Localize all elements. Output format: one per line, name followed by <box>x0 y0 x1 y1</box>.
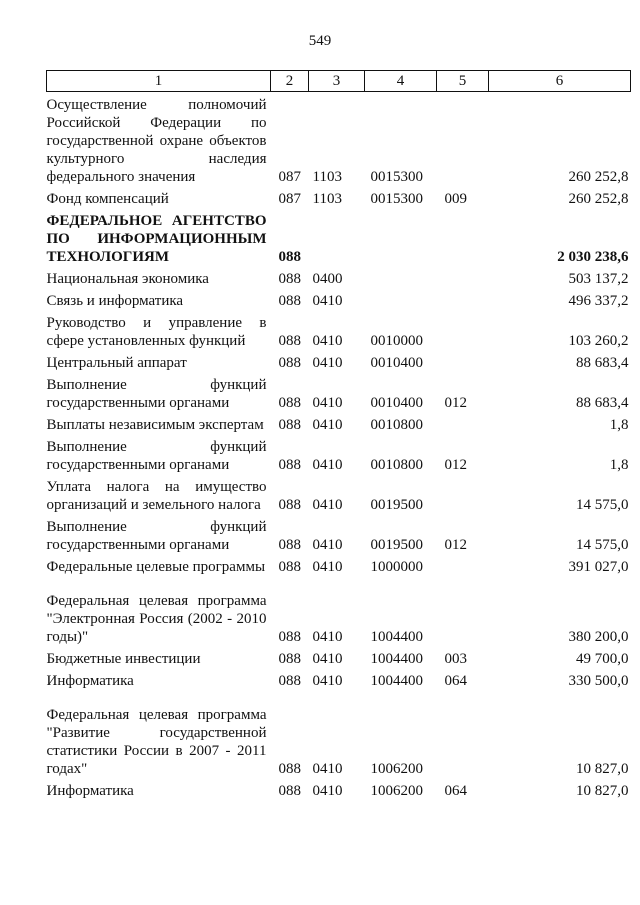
ministry-code: 088 <box>278 559 301 575</box>
target-article-code: 0015300 <box>370 169 423 185</box>
section-code: 0410 <box>312 333 343 349</box>
item-name: Бюджетные инвестиции <box>46 651 201 667</box>
expense-type-code <box>437 412 489 434</box>
table-row <box>47 92 631 187</box>
target-article-code: 0010800 <box>370 457 423 473</box>
table-body <box>47 92 631 801</box>
expense-type-code: 012 <box>444 395 467 411</box>
header-cell-3: 3 <box>309 71 365 92</box>
amount: 10 827,0 <box>576 761 629 777</box>
target-article-code: 0010400 <box>370 355 423 371</box>
expense-type-code <box>437 554 489 576</box>
ministry-code: 088 <box>278 783 301 799</box>
expense-type-code: 064 <box>444 783 467 799</box>
item-name: Выполнение функций государственными органами <box>46 439 267 473</box>
section-code: 0410 <box>312 761 343 777</box>
item-name: Центральный аппарат <box>46 355 187 371</box>
table-header <box>47 71 631 92</box>
table-row <box>47 668 631 690</box>
item-name: Федеральная целевая программа "Электронная Россия (2002 - 2010 годы)" <box>46 593 267 645</box>
table-row <box>47 412 631 434</box>
amount: 88 683,4 <box>576 355 629 371</box>
ministry-code: 088 <box>278 395 301 411</box>
expense-type-code <box>437 350 489 372</box>
item-name: Фонд компенсаций <box>46 191 169 207</box>
amount: 103 260,2 <box>568 333 629 349</box>
table-row <box>47 554 631 576</box>
table-row <box>47 690 631 778</box>
target-article-code <box>365 208 437 266</box>
table-row <box>47 372 631 412</box>
target-article-code: 0010800 <box>370 417 423 433</box>
table-row <box>47 434 631 474</box>
item-name: Национальная экономика <box>46 271 209 287</box>
amount: 330 500,0 <box>568 673 629 689</box>
ministry-code: 088 <box>278 497 301 513</box>
target-article-code: 1004400 <box>370 629 423 645</box>
table-row <box>47 474 631 514</box>
target-article-code: 1006200 <box>370 783 423 799</box>
item-name: Выплаты независимым экспертам <box>46 417 264 433</box>
section-code: 0410 <box>312 417 343 433</box>
ministry-code: 088 <box>278 355 301 371</box>
ministry-code: 088 <box>278 457 301 473</box>
amount: 2 030 238,6 <box>557 249 629 265</box>
amount: 14 575,0 <box>576 497 629 513</box>
item-name: Выполнение функций государственными органами <box>46 519 267 553</box>
section-code: 0410 <box>312 457 343 473</box>
target-article-code <box>365 266 437 288</box>
amount: 14 575,0 <box>576 537 629 553</box>
amount: 49 700,0 <box>576 651 629 667</box>
ministry-code: 088 <box>278 417 301 433</box>
amount: 260 252,8 <box>568 191 629 207</box>
item-name: Информатика <box>46 673 134 689</box>
table-row <box>47 288 631 310</box>
expense-type-code <box>437 310 489 350</box>
expense-type-code <box>437 474 489 514</box>
ministry-code: 088 <box>278 673 301 689</box>
page-number: 549 <box>308 33 332 49</box>
expense-type-code: 009 <box>444 191 467 207</box>
expense-type-code <box>437 690 489 778</box>
section-code: 0410 <box>312 497 343 513</box>
section-code: 0410 <box>312 629 343 645</box>
header-cell-1: 1 <box>47 71 271 92</box>
section-code: 0410 <box>312 559 343 575</box>
item-name: Федеральная целевая программа "Развитие государственной статистики России в 2007 - 2011 годах" <box>46 707 267 777</box>
header-cell-4: 4 <box>365 71 437 92</box>
amount: 380 200,0 <box>568 629 629 645</box>
section-code: 0410 <box>312 293 343 309</box>
amount: 1,8 <box>609 457 629 473</box>
table-row <box>47 350 631 372</box>
ministry-code: 088 <box>278 761 301 777</box>
amount: 496 337,2 <box>568 293 629 309</box>
section-code <box>309 208 365 266</box>
target-article-code: 1000000 <box>370 559 423 575</box>
expense-type-code: 003 <box>444 651 467 667</box>
header-cell-6: 6 <box>489 71 631 92</box>
table-row <box>47 208 631 266</box>
table-row <box>47 514 631 554</box>
expense-type-code: 064 <box>444 673 467 689</box>
table-row <box>47 778 631 800</box>
target-article-code: 0019500 <box>370 497 423 513</box>
target-article-code: 0015300 <box>370 191 423 207</box>
amount: 88 683,4 <box>576 395 629 411</box>
ministry-code: 088 <box>278 293 301 309</box>
expense-type-code <box>437 576 489 646</box>
amount: 503 137,2 <box>568 271 629 287</box>
section-code: 0410 <box>312 537 343 553</box>
section-code: 0400 <box>312 271 343 287</box>
table-row <box>47 646 631 668</box>
target-article-code: 1006200 <box>370 761 423 777</box>
expense-type-code <box>437 208 489 266</box>
section-code: 0410 <box>312 673 343 689</box>
amount: 10 827,0 <box>576 783 629 799</box>
amount: 260 252,8 <box>568 169 629 185</box>
target-article-code: 0010000 <box>370 333 423 349</box>
item-name: Выполнение функций государственными органами <box>46 377 267 411</box>
amount: 391 027,0 <box>568 559 629 575</box>
budget-table <box>46 70 631 800</box>
expense-type-code <box>437 288 489 310</box>
header-cell-5: 5 <box>437 71 489 92</box>
target-article-code: 0019500 <box>370 537 423 553</box>
section-code: 0410 <box>312 355 343 371</box>
section-code: 1103 <box>312 191 342 207</box>
table-row <box>47 186 631 208</box>
ministry-code: 088 <box>278 271 301 287</box>
target-article-code <box>365 288 437 310</box>
item-name: Связь и информатика <box>46 293 184 309</box>
table-row <box>47 266 631 288</box>
expense-type-code: 012 <box>444 457 467 473</box>
section-code: 1103 <box>312 169 342 185</box>
target-article-code: 1004400 <box>370 673 423 689</box>
table-row <box>47 576 631 646</box>
ministry-code: 088 <box>278 651 301 667</box>
ministry-code: 088 <box>278 333 301 349</box>
item-name: Руководство и управление в сфере установленных функций <box>46 315 267 349</box>
section-code: 0410 <box>312 651 343 667</box>
section-code: 0410 <box>312 395 343 411</box>
section-code: 0410 <box>312 783 343 799</box>
table-row <box>47 310 631 350</box>
header-cell-2: 2 <box>271 71 309 92</box>
amount: 1,8 <box>609 417 629 433</box>
item-name: ФЕДЕРАЛЬНОЕ АГЕНТСТВО ПО ИНФОРМАЦИОННЫМ ТЕХНОЛОГИЯМ <box>46 213 267 265</box>
ministry-code: 088 <box>278 629 301 645</box>
expense-type-code <box>437 266 489 288</box>
expense-type-code: 012 <box>444 537 467 553</box>
ministry-code: 088 <box>278 249 301 265</box>
item-name: Информатика <box>46 783 134 799</box>
item-name: Уплата налога на имущество организаций и земельного налога <box>46 479 267 513</box>
item-name: Федеральные целевые программы <box>46 559 266 575</box>
item-name: Осуществление полномочий Российской Федерации по государственной охране объектов культурного наследия федерального значения <box>46 97 267 185</box>
expense-type-code <box>437 92 489 187</box>
ministry-code: 087 <box>278 191 301 207</box>
target-article-code: 0010400 <box>370 395 423 411</box>
ministry-code: 088 <box>278 537 301 553</box>
target-article-code: 1004400 <box>370 651 423 667</box>
header-row <box>47 71 631 92</box>
ministry-code: 087 <box>278 169 301 185</box>
